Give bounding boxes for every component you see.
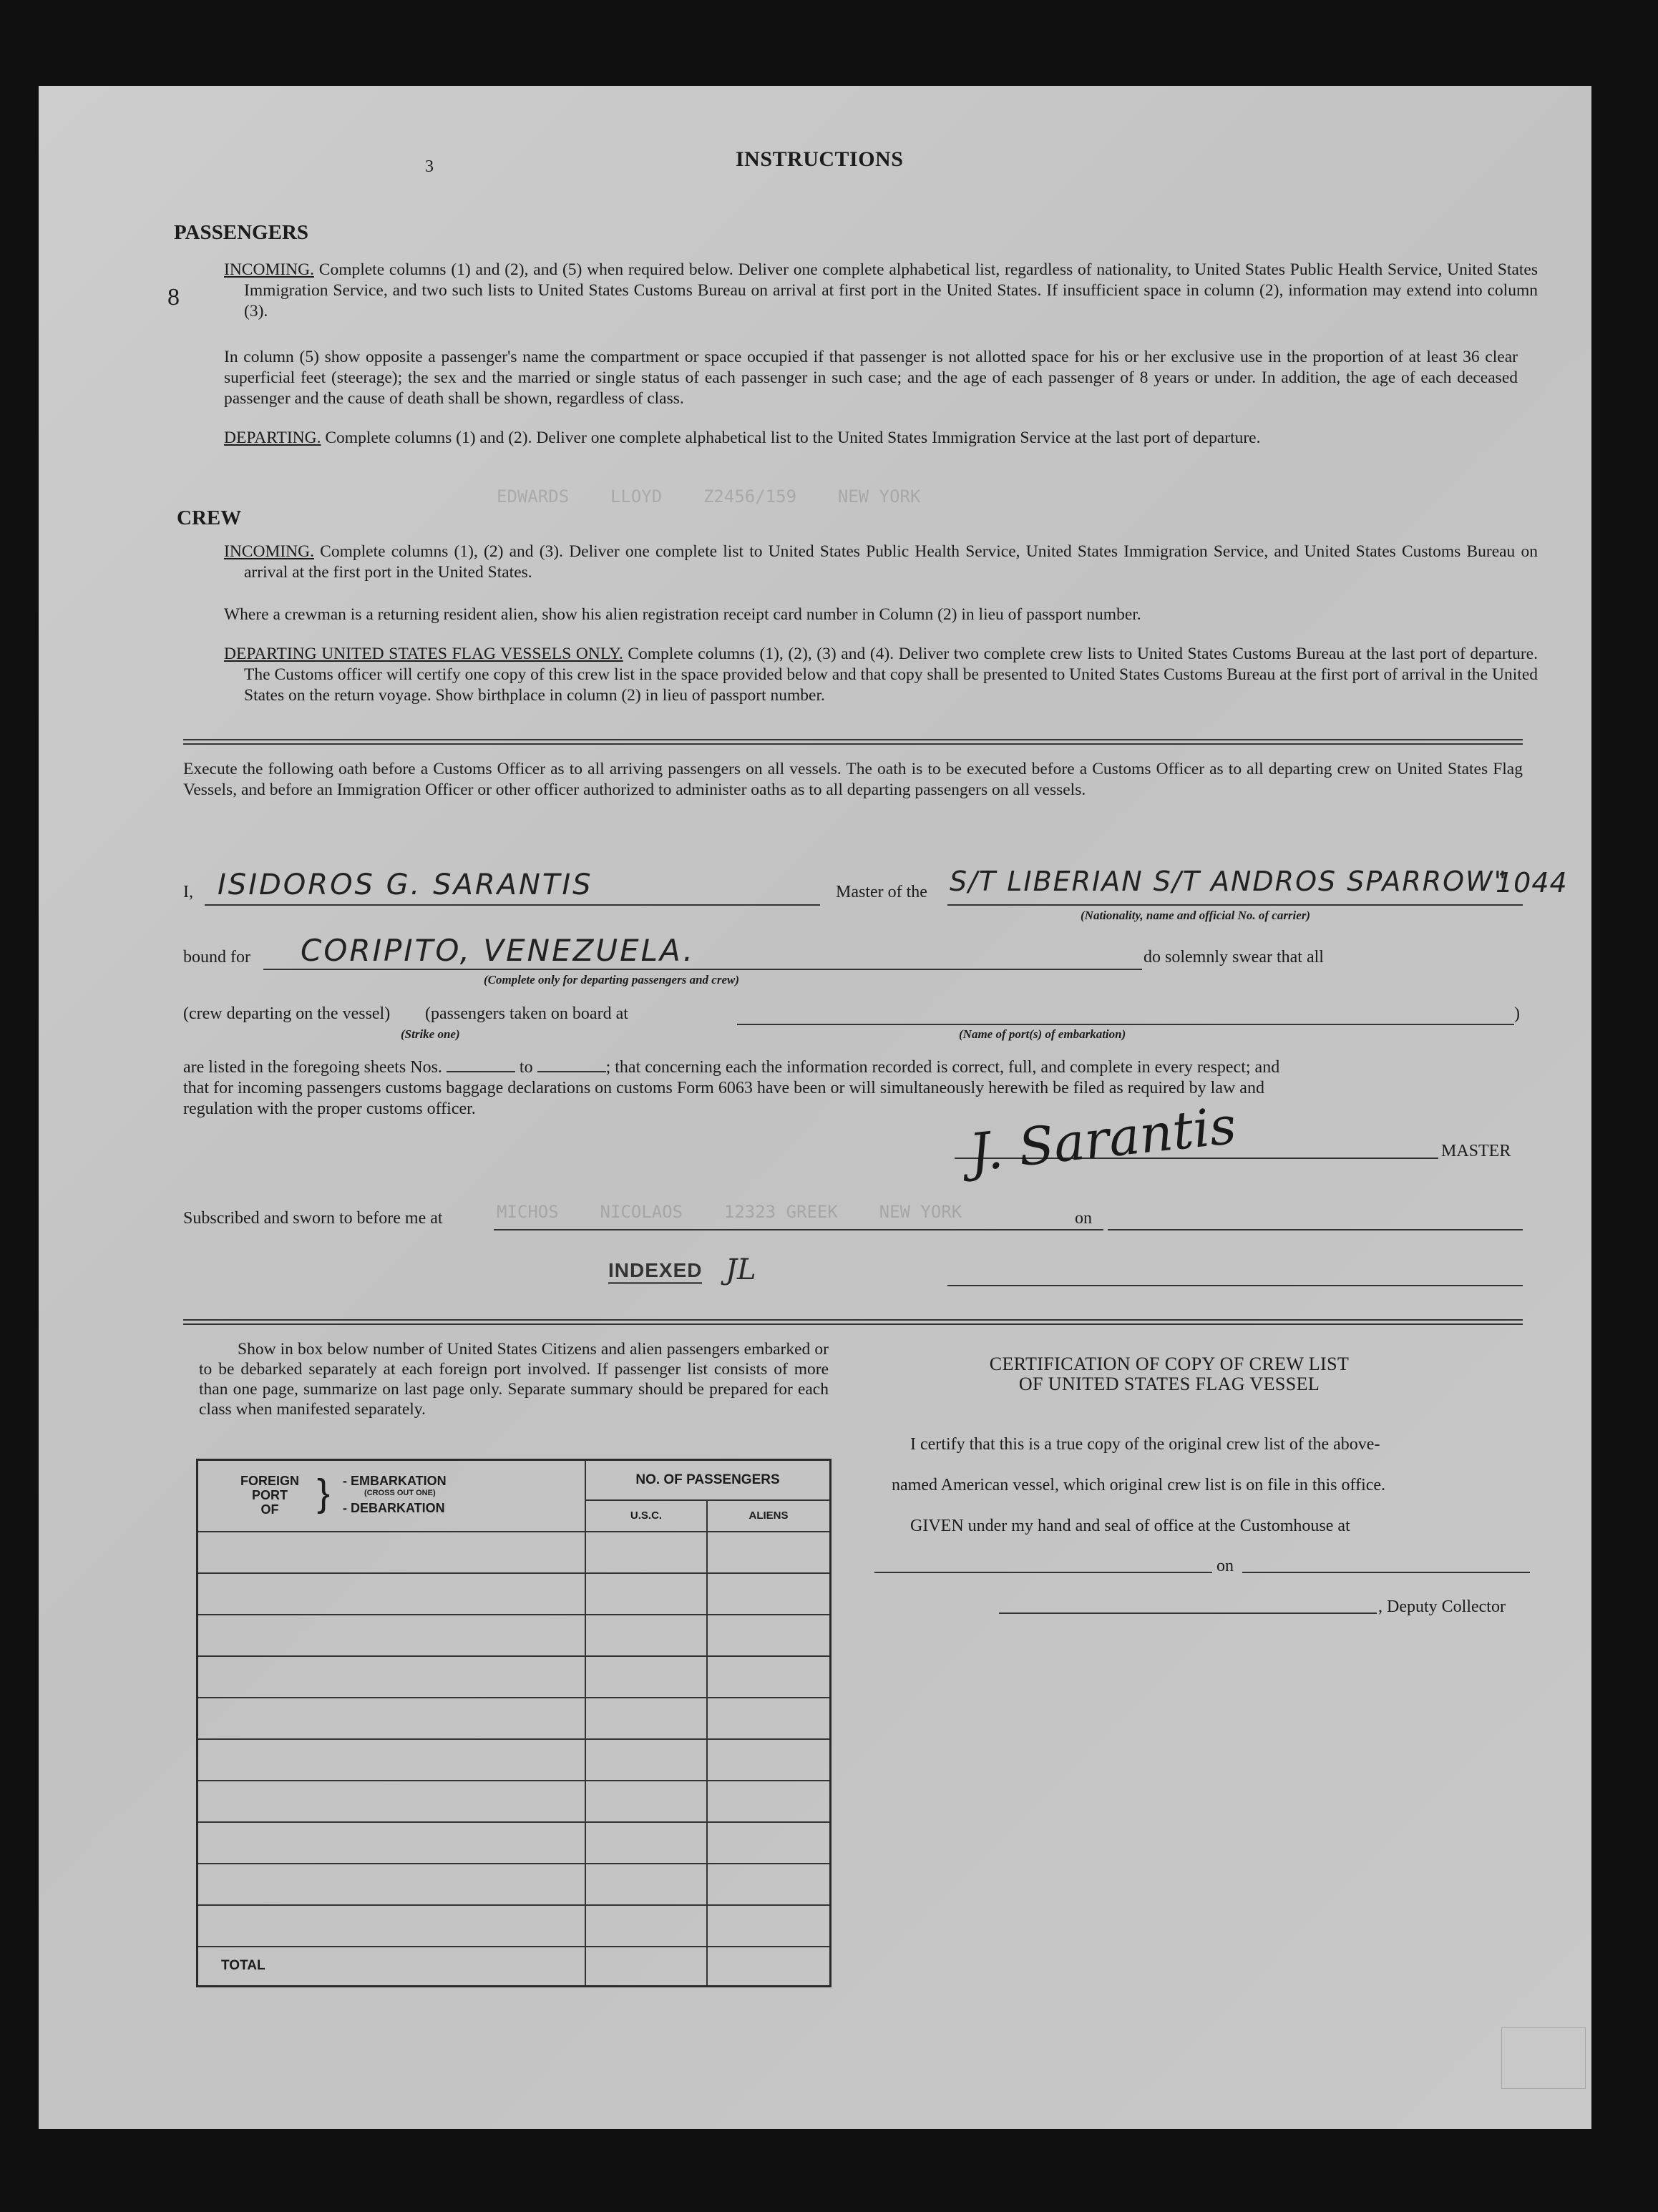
page-title: INSTRUCTIONS xyxy=(736,147,904,171)
subscribed-date-line xyxy=(1108,1229,1523,1230)
sheet-from-line xyxy=(447,1071,515,1072)
crew-heading: CREW xyxy=(177,506,242,529)
crew-departing-label: DEPARTING UNITED STATES FLAG VESSELS ONLY. xyxy=(224,645,623,663)
port-cell xyxy=(198,1864,586,1905)
certification-title-1: CERTIFICATION OF COPY OF CREW LIST xyxy=(989,1354,1350,1374)
strike-caption: (Strike one) xyxy=(401,1027,460,1041)
cert-date-line xyxy=(1242,1572,1530,1573)
listed-text-b: ; that concerning each the information recorded is correct, full, and complete in every respect; and xyxy=(605,1058,1280,1077)
subscribed-on-label: on xyxy=(1075,1209,1092,1228)
crew-departing-paragraph xyxy=(224,644,1538,706)
port-cell xyxy=(198,1573,586,1615)
aliens-cell xyxy=(707,1864,831,1905)
aliens-cell xyxy=(707,1822,831,1864)
aliens-total-cell xyxy=(707,1947,831,1987)
listed-text-d: regulation with the proper customs officer. xyxy=(183,1100,476,1118)
brace: } xyxy=(317,1472,331,1514)
oath-i-label: I, xyxy=(183,883,193,901)
passengers-incoming-text: Complete columns (1) and (2), and (5) when required below. Deliver one complete alphabetical list, regardless of nationality, to United States Public Health Service, United States Immigration Service, and two such lists to United States Customs Bureau on arrival at first port in the United States. If insufficient space in column (2), information may extend into column (3). xyxy=(244,260,1538,320)
no-of-passengers-header: NO. OF PASSENGERS xyxy=(585,1460,831,1500)
sheet-to-line xyxy=(537,1071,606,1072)
port-caption: (Name of port(s) of embarkation) xyxy=(959,1027,1126,1041)
port-cell xyxy=(198,1781,586,1822)
usc-cell xyxy=(585,1573,707,1615)
subscribed-place-line xyxy=(494,1229,1103,1230)
bleed-through-text: EDWARDS LLOYD Z2456/159 NEW YORK xyxy=(497,486,921,506)
divider-rule xyxy=(183,739,1523,745)
vessel-caption: (Nationality, name and official No. of carrier) xyxy=(1081,909,1311,922)
usc-cell xyxy=(585,1822,707,1864)
oath-intro: Execute the following oath before a Customs Officer as to all arriving passengers on all vessels. The oath is to be executed before a Customs Officer as to all departing crew on United States Flag Vessels, and before an Immigration Officer or other officer authorized to administer oaths as to all departing passengers on all vessels. xyxy=(183,760,1523,799)
passengers-departing-text: Complete columns (1) and (2). Deliver one complete alphabetical list to the United States Immigration Service at the last port of departure. xyxy=(325,429,1261,447)
debarkation-header: - DEBARKATION xyxy=(343,1501,445,1515)
listed-sheets-line xyxy=(183,1057,1523,1078)
bound-for-label: bound for xyxy=(183,948,250,966)
passengers-incoming-paragraph xyxy=(224,260,1538,322)
bleed-through-text: MICHOS NICOLAOS 12323 GREEK NEW YORK xyxy=(497,1202,962,1222)
vessel-name: S/T LIBERIAN S/T ANDROS SPARROW" xyxy=(950,866,1508,897)
deputy-collector-label: , Deputy Collector xyxy=(1378,1597,1506,1616)
port-cell xyxy=(198,1532,586,1573)
subscribed-label: Subscribed and sworn to before me at xyxy=(183,1209,443,1228)
port-cell xyxy=(198,1822,586,1864)
indexed-stamp: INDEXED xyxy=(608,1259,702,1284)
usc-cell xyxy=(585,1698,707,1739)
aliens-cell xyxy=(707,1656,831,1698)
given-line: GIVEN under my hand and seal of office at the Customhouse at xyxy=(910,1517,1350,1535)
port-line xyxy=(737,1024,1514,1025)
master-name: ISIDOROS G. SARANTIS xyxy=(218,868,593,901)
divider-rule xyxy=(183,1319,1523,1325)
usc-total-cell xyxy=(585,1947,707,1987)
master-signature: J. Sarantis xyxy=(966,1095,1239,1183)
crew-incoming-label: INCOMING. xyxy=(224,542,314,561)
port-cell xyxy=(198,1656,586,1698)
certify-line-2: named American vessel, which original crew list is on file in this office. xyxy=(892,1476,1386,1494)
form-page xyxy=(39,86,1591,2129)
passengers-departing-paragraph xyxy=(224,428,1538,449)
crew-incoming-paragraph xyxy=(224,542,1538,583)
destination-line xyxy=(263,969,1142,970)
deputy-signature-line xyxy=(999,1612,1377,1614)
corner-box xyxy=(1501,2027,1586,2089)
indexed-mark: JL xyxy=(726,1253,756,1286)
passengers-heading: PASSENGERS xyxy=(174,221,309,244)
passengers-incoming-label: INCOMING. xyxy=(224,260,314,279)
aliens-cell xyxy=(707,1532,831,1573)
officer-line xyxy=(947,1285,1523,1286)
destination: CORIPITO, VENEZUELA. xyxy=(301,933,695,968)
crew-resident-paragraph: Where a crewman is a returning resident alien, show his alien registration receipt card number in Column (2) in lieu of passport number. xyxy=(224,605,1141,624)
customhouse-line xyxy=(874,1572,1212,1573)
page-number-mark: 3 xyxy=(425,157,434,176)
aliens-cell xyxy=(707,1615,831,1656)
master-of-label: Master of the xyxy=(836,883,927,901)
embarkation-header: - EMBARKATION xyxy=(343,1474,447,1488)
passengers-taken-option: (passengers taken on board at xyxy=(425,1004,628,1023)
port-cell xyxy=(198,1905,586,1947)
listed-text-c: that for incoming passengers customs baggage declarations on customs Form 6063 have been or will simultaneously herewith be filed as required by law and xyxy=(183,1079,1264,1097)
passengers-column5-paragraph: In column (5) show opposite a passenger's name the compartment or space occupied if that passenger is not allotted space for his or her exclusive use in the proportion of at least 36 clear superficial feet (steerage); the sex and the married or single status of each passenger in such case; and the age of each passenger of 8 years or under. In addition, the age of each deceased passenger and the cause of death shall be shown, regardless of class. xyxy=(224,348,1518,408)
aliens-header: ALIENS xyxy=(707,1500,831,1532)
aliens-cell xyxy=(707,1698,831,1739)
margin-number-mark: 8 xyxy=(167,284,180,310)
close-paren: ) xyxy=(1514,1004,1520,1023)
crew-departing-text: Complete columns (1), (2), (3) and (4). Deliver two complete crew lists to United States Customs Bureau at the last port of departure. The Customs officer will certify one copy of this crew list in the space provided below and that copy shall be presented to United States Customs Bureau at the first port of arrival in the United States on the return voyage. Show birthplace in column (2) in lieu of passport number. xyxy=(244,645,1538,705)
swear-text: do solemnly swear that all xyxy=(1143,948,1324,966)
summary-instructions: Show in box below number of United States Citizens and alien passengers embarked or to be debarked separately at each foreign port involved. If passenger list consists of more than one page, summarize on last page only. Separate summary should be prepared for each class when manifested separately. xyxy=(199,1340,829,1419)
cross-out-note: (CROSS OUT ONE) xyxy=(364,1489,436,1497)
usc-cell xyxy=(585,1905,707,1947)
usc-cell xyxy=(585,1532,707,1573)
master-name-line xyxy=(205,904,820,906)
port-header-cell xyxy=(198,1460,586,1532)
aliens-cell xyxy=(707,1905,831,1947)
usc-cell xyxy=(585,1781,707,1822)
passenger-summary-table xyxy=(196,1459,832,1987)
port-cell xyxy=(198,1615,586,1656)
passengers-departing-label: DEPARTING. xyxy=(224,429,321,447)
usc-cell xyxy=(585,1864,707,1905)
certification-title-2: OF UNITED STATES FLAG VESSEL xyxy=(1018,1374,1320,1394)
aliens-cell xyxy=(707,1739,831,1781)
usc-cell xyxy=(585,1615,707,1656)
master-label: MASTER xyxy=(1441,1142,1511,1160)
total-label: TOTAL xyxy=(198,1947,586,1987)
port-cell xyxy=(198,1698,586,1739)
usc-header: U.S.C. xyxy=(585,1500,707,1532)
foreign-port-header: FOREIGN PORT OF xyxy=(240,1474,299,1517)
vessel-number: 1044 xyxy=(1496,867,1568,899)
aliens-cell xyxy=(707,1573,831,1615)
usc-cell xyxy=(585,1739,707,1781)
listed-to: to xyxy=(519,1058,533,1077)
certify-line-1: I certify that this is a true copy of the original crew list of the above- xyxy=(910,1435,1380,1454)
port-cell xyxy=(198,1739,586,1781)
cert-on-label: on xyxy=(1216,1557,1234,1575)
usc-cell xyxy=(585,1656,707,1698)
aliens-cell xyxy=(707,1781,831,1822)
crew-incoming-text: Complete columns (1), (2) and (3). Deliver one complete list to United States Public Health Service, United States Immigration Service, and United States Customs Bureau on arrival at the first port in the United States. xyxy=(244,542,1538,582)
vessel-line xyxy=(947,904,1523,906)
listed-text-a: are listed in the foregoing sheets Nos. xyxy=(183,1058,442,1077)
destination-caption: (Complete only for departing passengers and crew) xyxy=(484,973,739,987)
crew-departing-option: (crew departing on the vessel) xyxy=(183,1004,391,1023)
